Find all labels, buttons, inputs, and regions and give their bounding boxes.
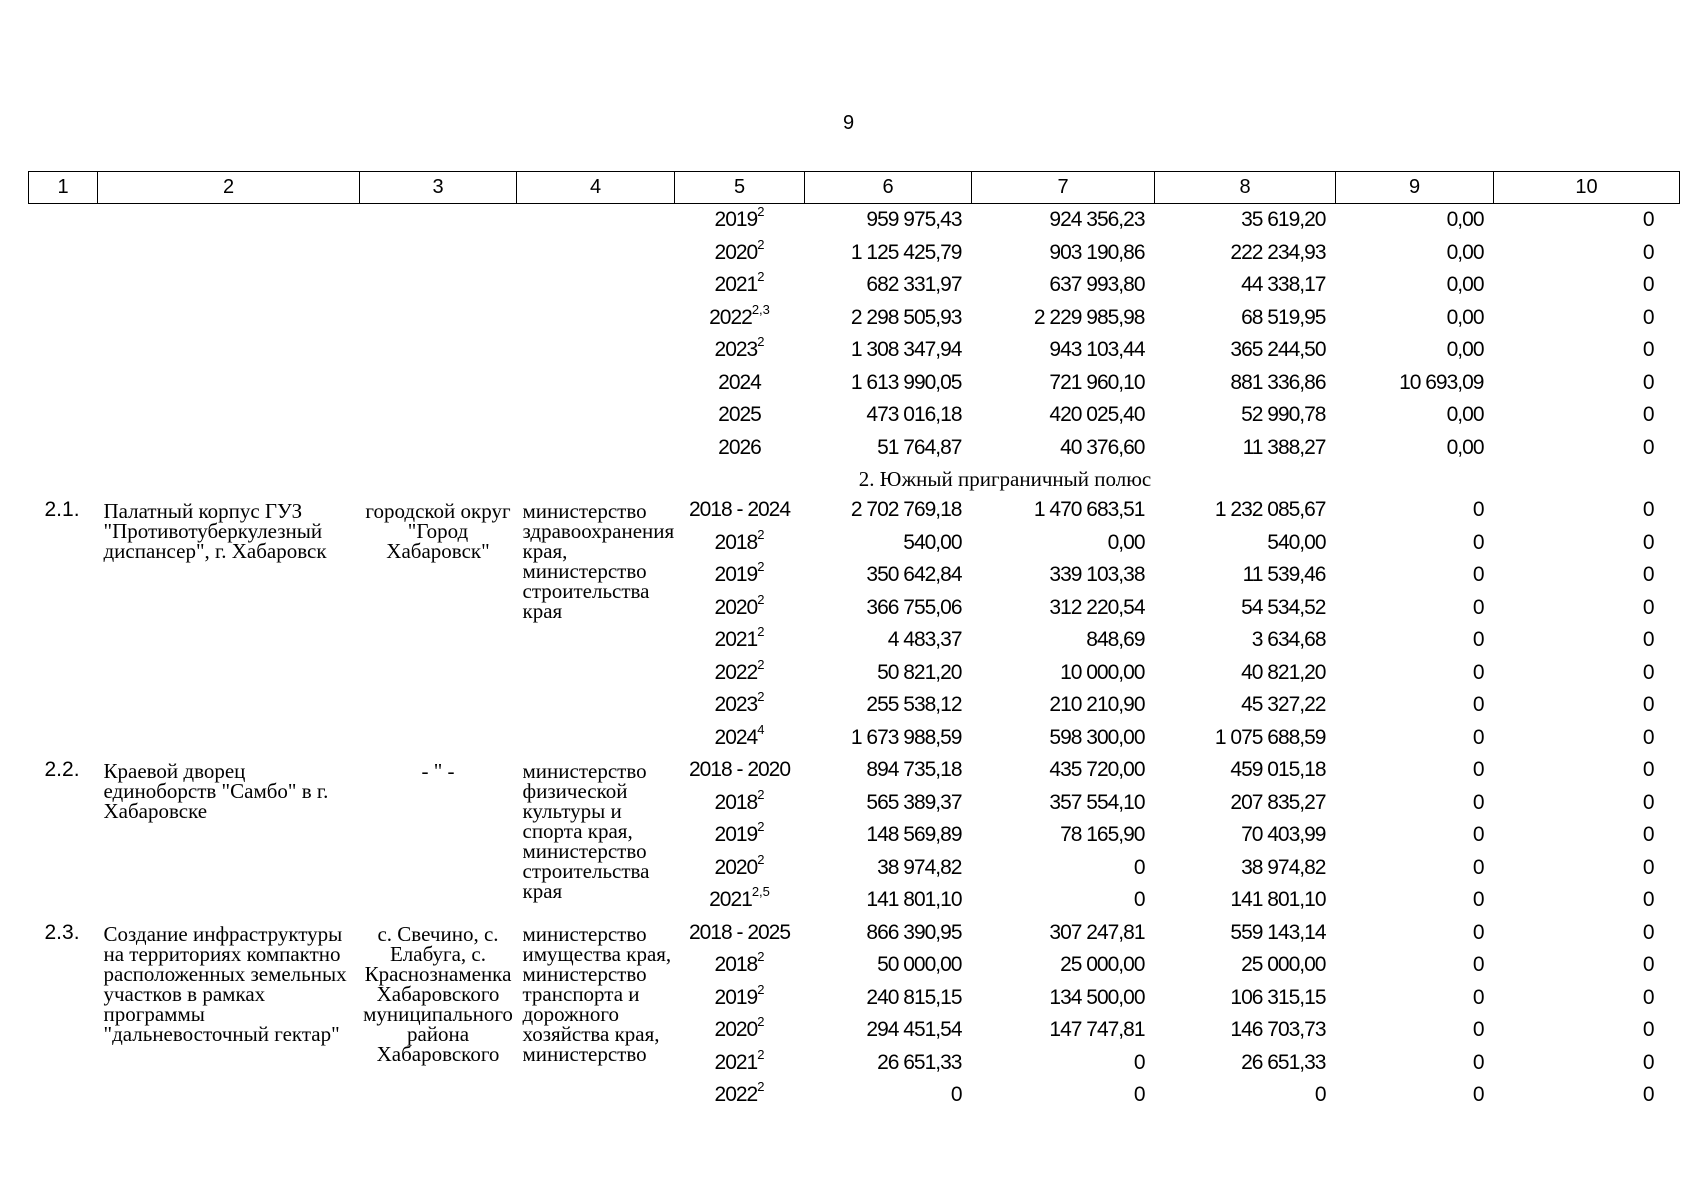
empty-cell [517,367,675,400]
amount-v8: 70 403,99 [1241,823,1326,846]
footnote-ref: 4 [757,721,765,737]
year-value: 2020 [714,595,758,619]
amount-v6: 4 483,37 [887,628,962,651]
amount-v7: 40 376,60 [1060,435,1145,459]
financing-table [28,171,1680,1112]
amount-v10: 0 [1642,985,1654,1009]
footnote-ref: 2 [757,819,765,834]
table-row [29,917,1680,950]
empty-cell [98,432,360,465]
amount-v9: 0 [1472,823,1484,846]
amount-v9: 0 [1472,1018,1484,1041]
year-value: 2024 [714,725,758,749]
empty-cell [517,237,675,270]
amount-v10: 0 [1642,563,1654,586]
amount-v8: 3 634,68 [1251,628,1326,651]
amount-v10: 0 [1642,953,1654,976]
footnote-ref: 2 [757,949,765,964]
amount-v7: 307 247,81 [1049,920,1145,944]
empty-cell [517,302,675,335]
amount-v9: 0 [1472,1050,1484,1074]
footnote-ref: 2 [757,559,765,574]
amount-v8: 1 232 085,67 [1214,498,1326,521]
amount-v6: 894 735,18 [866,758,962,781]
amount-v6: 1 308 347,94 [850,338,962,361]
item-location: с. Свечино, с. Елабуга, с. Краснознаменка Хабаровского муниципального района Хабаровского [363,921,513,1066]
section-title: 2. Южный приграничный полюс [858,467,1152,491]
year-cell [675,884,805,917]
amount-v7: 210 210,90 [1049,693,1145,716]
footnote-ref: 2 [757,591,765,607]
year-cell [675,657,805,690]
year-value: 2018 - 2024 [688,498,791,521]
footnote-ref: 2 [757,786,765,802]
amount-v10: 0 [1642,660,1654,684]
amount-v8: 26 651,33 [1241,1050,1326,1074]
empty-cell [29,204,98,237]
year-cell [675,754,805,787]
year-cell [675,624,805,657]
amount-v7: 312 220,54 [1049,595,1145,619]
amount-v9: 0,00 [1446,240,1484,264]
amount-v6: 2 298 505,93 [850,305,962,329]
amount-v8: 45 327,22 [1241,693,1326,716]
amount-v10: 0 [1642,435,1654,459]
amount-v8: 365 244,50 [1230,338,1326,361]
amount-v6: 540,00 [903,530,962,554]
table-row [29,432,1680,465]
column-header: 7 [972,172,1155,204]
footnote-ref: 2 [757,1046,765,1062]
amount-v10: 0 [1642,240,1654,264]
year-value: 2026 [718,435,761,459]
amount-v8: 559 143,14 [1230,920,1326,944]
item-name: Палатный корпус ГУЗ "Противотуберкулезный диспансер", г. Хабаровск [103,499,327,563]
amount-v6: 350 642,84 [866,563,962,586]
year-value: 2025 [718,403,761,426]
empty-cell [29,269,98,302]
year-value: 2020 [714,240,758,264]
year-cell [675,819,805,852]
year-cell [675,432,805,465]
amount-v7: 0 [1133,888,1145,911]
year-value: 2022 [714,660,758,684]
column-header: 2 [98,172,360,204]
empty-cell [98,464,360,494]
amount-v6: 255 538,12 [866,693,962,716]
year-value: 2023 [714,693,758,716]
amount-v9: 0,00 [1446,403,1484,426]
empty-cell [1336,464,1494,494]
amount-v6: 38 974,82 [877,855,962,879]
amount-v9: 0 [1472,530,1484,554]
year-cell [675,949,805,982]
amount-v6: 1 125 425,79 [850,240,962,264]
item-location: - " - [421,759,455,783]
empty-cell [360,464,517,494]
footnote-ref: 2 [757,656,765,672]
amount-v10: 0 [1642,273,1654,296]
amount-v9: 0,00 [1446,435,1484,459]
amount-v6: 366 755,06 [866,595,962,619]
empty-cell [98,237,360,270]
empty-cell [360,302,517,335]
footnote-ref: 2 [757,851,765,867]
item-code: 2.1. [44,498,80,521]
year-value: 2021 [714,1050,758,1074]
amount-v10: 0 [1642,530,1654,554]
amount-v10: 0 [1642,208,1654,231]
amount-v9: 0 [1472,855,1484,879]
amount-v9: 0 [1472,985,1484,1009]
amount-v8: 881 336,86 [1230,370,1326,394]
amount-v9: 0 [1472,660,1484,684]
amount-v7: 848,69 [1086,628,1145,651]
empty-cell [98,269,360,302]
year-cell [675,559,805,592]
amount-v9: 0 [1472,758,1484,781]
amount-v7: 0 [1133,1083,1145,1106]
amount-v7: 924 356,23 [1049,208,1145,231]
amount-v8: 11 388,27 [1242,435,1326,459]
amount-v9: 0,00 [1446,208,1484,231]
footnote-ref: 2 [757,236,765,252]
table-row [29,494,1680,527]
empty-cell [29,399,98,432]
amount-v7: 0 [1133,855,1145,879]
amount-v6: 2 702 769,18 [850,498,962,521]
column-header: 6 [805,172,972,204]
amount-v9: 0 [1472,628,1484,651]
amount-v10: 0 [1642,823,1654,846]
amount-v6: 26 651,33 [877,1050,962,1074]
footnote-ref: 2 [757,334,765,349]
year-cell [675,787,805,820]
amount-v8: 106 315,15 [1230,985,1326,1009]
item-responsible: министерство здравоохранения края, министерство строительства края [522,499,675,623]
amount-v8: 38 974,82 [1241,855,1326,879]
footnote-ref: 2 [757,269,765,284]
column-header: 4 [517,172,675,204]
year-cell [675,592,805,625]
amount-v7: 0 [1133,1050,1145,1074]
table-row [29,367,1680,400]
amount-v10: 0 [1642,888,1654,911]
amount-v10: 0 [1642,628,1654,651]
amount-v6: 0 [950,1083,962,1106]
item-responsible: министерство физической культуры и спорта края, министерство строительства края [522,759,650,903]
year-value: 2018 [714,530,758,554]
amount-v10: 0 [1642,1083,1654,1106]
footnote-ref: 2 [757,981,765,997]
year-value: 2020 [714,855,758,879]
table-row [29,204,1680,237]
section-row [29,464,1680,494]
empty-cell [29,302,98,335]
amount-v10: 0 [1642,920,1654,944]
amount-v8: 1 075 688,59 [1214,725,1326,749]
amount-v8: 459 015,18 [1230,758,1326,781]
year-value: 2018 [714,953,758,976]
empty-cell [98,204,360,237]
item-responsible: министерство имущества края, министерство транспорта и дорожного хозяйства края, министерство [522,921,672,1066]
empty-cell [360,367,517,400]
amount-v7: 943 103,44 [1049,338,1145,361]
amount-v9: 0 [1472,595,1484,619]
amount-v6: 148 569,89 [866,823,962,846]
year-cell [675,689,805,722]
amount-v6: 959 975,43 [866,208,962,231]
column-header: 10 [1494,172,1680,204]
amount-v7: 339 103,38 [1049,563,1145,586]
empty-cell [517,464,675,494]
footnote-ref: 2 [757,526,765,542]
amount-v10: 0 [1642,498,1654,521]
empty-cell [517,204,675,237]
column-header: 8 [1155,172,1336,204]
year-cell [675,494,805,527]
amount-v10: 0 [1642,595,1654,619]
year-cell [675,269,805,302]
amount-v7: 420 025,40 [1049,403,1145,426]
year-value: 2022 [714,1083,758,1106]
amount-v10: 0 [1642,693,1654,716]
empty-cell [98,302,360,335]
empty-cell [360,269,517,302]
empty-cell [517,334,675,367]
amount-v6: 51 764,87 [877,435,962,459]
empty-cell [517,399,675,432]
amount-v7: 435 720,00 [1049,758,1145,781]
amount-v8: 52 990,78 [1241,403,1326,426]
footnote-ref: 2 [757,1079,765,1094]
amount-v7: 903 190,86 [1049,240,1145,264]
amount-v7: 78 165,90 [1060,823,1145,846]
year-cell [675,237,805,270]
year-cell [675,302,805,335]
amount-v7: 10 000,00 [1060,660,1145,684]
year-cell [675,1047,805,1080]
amount-v9: 0 [1472,953,1484,976]
item-name: Краевой дворец единоборств "Самбо" в г. Хабаровске [103,759,329,823]
item-code: 2.2. [44,758,80,781]
footnote-ref: 2 [757,689,765,704]
amount-v6: 682 331,97 [866,273,962,296]
year-value: 2022 [709,305,752,329]
amount-v7: 134 500,00 [1049,985,1145,1009]
amount-v10: 0 [1642,1050,1654,1074]
amount-v8: 68 519,95 [1241,305,1326,329]
item-code: 2.3. [44,920,80,944]
amount-v8: 25 000,00 [1241,953,1326,976]
year-cell [675,367,805,400]
empty-cell [517,269,675,302]
column-header: 1 [29,172,98,204]
amount-v7: 25 000,00 [1060,953,1145,976]
amount-v6: 565 389,37 [866,790,962,814]
amount-v6: 240 815,15 [866,985,962,1009]
empty-cell [98,334,360,367]
amount-v10: 0 [1642,338,1654,361]
year-cell [675,722,805,755]
amount-v8: 141 801,10 [1230,888,1326,911]
year-cell [675,982,805,1015]
amount-v10: 0 [1642,305,1654,329]
amount-v8: 222 234,93 [1230,240,1326,264]
item-name: Создание инфраструктуры на территориях компактно расположенных земельных участков в рамках программы "дальневосточный гектар" [103,921,347,1046]
empty-cell [517,432,675,465]
year-value: 2018 - 2025 [688,920,791,944]
year-value: 2019 [714,985,758,1009]
amount-v9: 0 [1472,888,1484,911]
amount-v9: 0,00 [1446,273,1484,296]
year-value: 2019 [714,823,758,846]
empty-cell [98,399,360,432]
amount-v6: 473 016,18 [866,403,962,426]
year-cell [675,527,805,560]
amount-v9: 0 [1472,1083,1484,1106]
year-value: 2024 [718,370,761,394]
empty-cell [360,432,517,465]
column-header: 3 [360,172,517,204]
amount-v8: 540,00 [1267,530,1326,554]
table-row [29,302,1680,335]
year-cell [675,399,805,432]
year-value: 2020 [714,1018,758,1041]
amount-v6: 141 801,10 [866,888,962,911]
amount-v6: 50 821,20 [877,660,962,684]
amount-v6: 294 451,54 [866,1018,962,1041]
empty-cell [1494,464,1680,494]
footnote-ref: 2 [757,204,765,219]
year-value: 2018 - 2020 [688,758,791,781]
amount-v8: 207 835,27 [1230,790,1326,814]
empty-cell [98,367,360,400]
amount-v9: 0 [1472,725,1484,749]
empty-cell [360,399,517,432]
amount-v7: 2 229 985,98 [1033,305,1145,329]
amount-v8: 0 [1314,1083,1326,1106]
year-cell [675,1079,805,1112]
column-header: 5 [675,172,805,204]
footnote-ref: 2,5 [751,884,770,899]
amount-v7: 637 993,80 [1049,273,1145,296]
year-cell [675,204,805,237]
empty-cell [29,237,98,270]
amount-v6: 1 673 988,59 [850,725,962,749]
amount-v10: 0 [1642,758,1654,781]
table-row [29,754,1680,787]
amount-v8: 44 338,17 [1241,273,1326,296]
year-cell [675,852,805,885]
amount-v6: 50 000,00 [877,953,962,976]
year-cell [675,334,805,367]
table-row [29,269,1680,302]
empty-cell [360,237,517,270]
empty-cell [360,334,517,367]
footnote-ref: 2 [757,624,765,639]
year-value: 2023 [714,338,758,361]
amount-v10: 0 [1642,855,1654,879]
amount-v10: 0 [1642,403,1654,426]
amount-v10: 0 [1642,725,1654,749]
empty-cell [29,334,98,367]
empty-cell [360,204,517,237]
table-row [29,237,1680,270]
amount-v7: 0,00 [1107,530,1145,554]
table-row [29,334,1680,367]
amount-v9: 0 [1472,790,1484,814]
amount-v6: 866 390,95 [866,920,962,944]
amount-v9: 10 693,09 [1399,370,1484,394]
year-cell [675,917,805,950]
amount-v9: 0 [1472,920,1484,944]
year-cell [675,1014,805,1047]
year-value: 2018 [714,790,758,814]
year-value: 2021 [714,273,758,296]
amount-v9: 0,00 [1446,338,1484,361]
item-location: городской округ "Город Хабаровск" [365,499,511,563]
amount-v8: 35 619,20 [1241,208,1326,231]
year-value: 2019 [714,208,758,231]
table-row [29,399,1680,432]
empty-cell [29,464,98,494]
amount-v8: 40 821,20 [1241,660,1326,684]
amount-v10: 0 [1642,790,1654,814]
amount-v10: 0 [1642,1018,1654,1041]
amount-v7: 1 470 683,51 [1033,498,1145,521]
amount-v8: 146 703,73 [1230,1018,1326,1041]
year-value: 2019 [714,563,758,586]
amount-v7: 147 747,81 [1049,1018,1145,1041]
footnote-ref: 2 [757,1014,765,1029]
amount-v10: 0 [1642,370,1654,394]
amount-v7: 598 300,00 [1049,725,1145,749]
amount-v7: 357 554,10 [1049,790,1145,814]
amount-v6: 1 613 990,05 [850,370,962,394]
amount-v9: 0,00 [1446,305,1484,329]
empty-cell [29,367,98,400]
amount-v9: 0 [1472,563,1484,586]
amount-v8: 11 539,46 [1242,563,1326,586]
year-value: 2021 [714,628,758,651]
column-numbers-row [29,172,1680,204]
column-header: 9 [1336,172,1494,204]
amount-v8: 54 534,52 [1241,595,1326,619]
footnote-ref: 2,3 [751,301,770,317]
amount-v9: 0 [1472,693,1484,716]
amount-v7: 721 960,10 [1049,370,1145,394]
amount-v9: 0 [1472,498,1484,521]
page-number: 9 [842,112,855,134]
year-value: 2021 [709,888,752,911]
empty-cell [29,432,98,465]
